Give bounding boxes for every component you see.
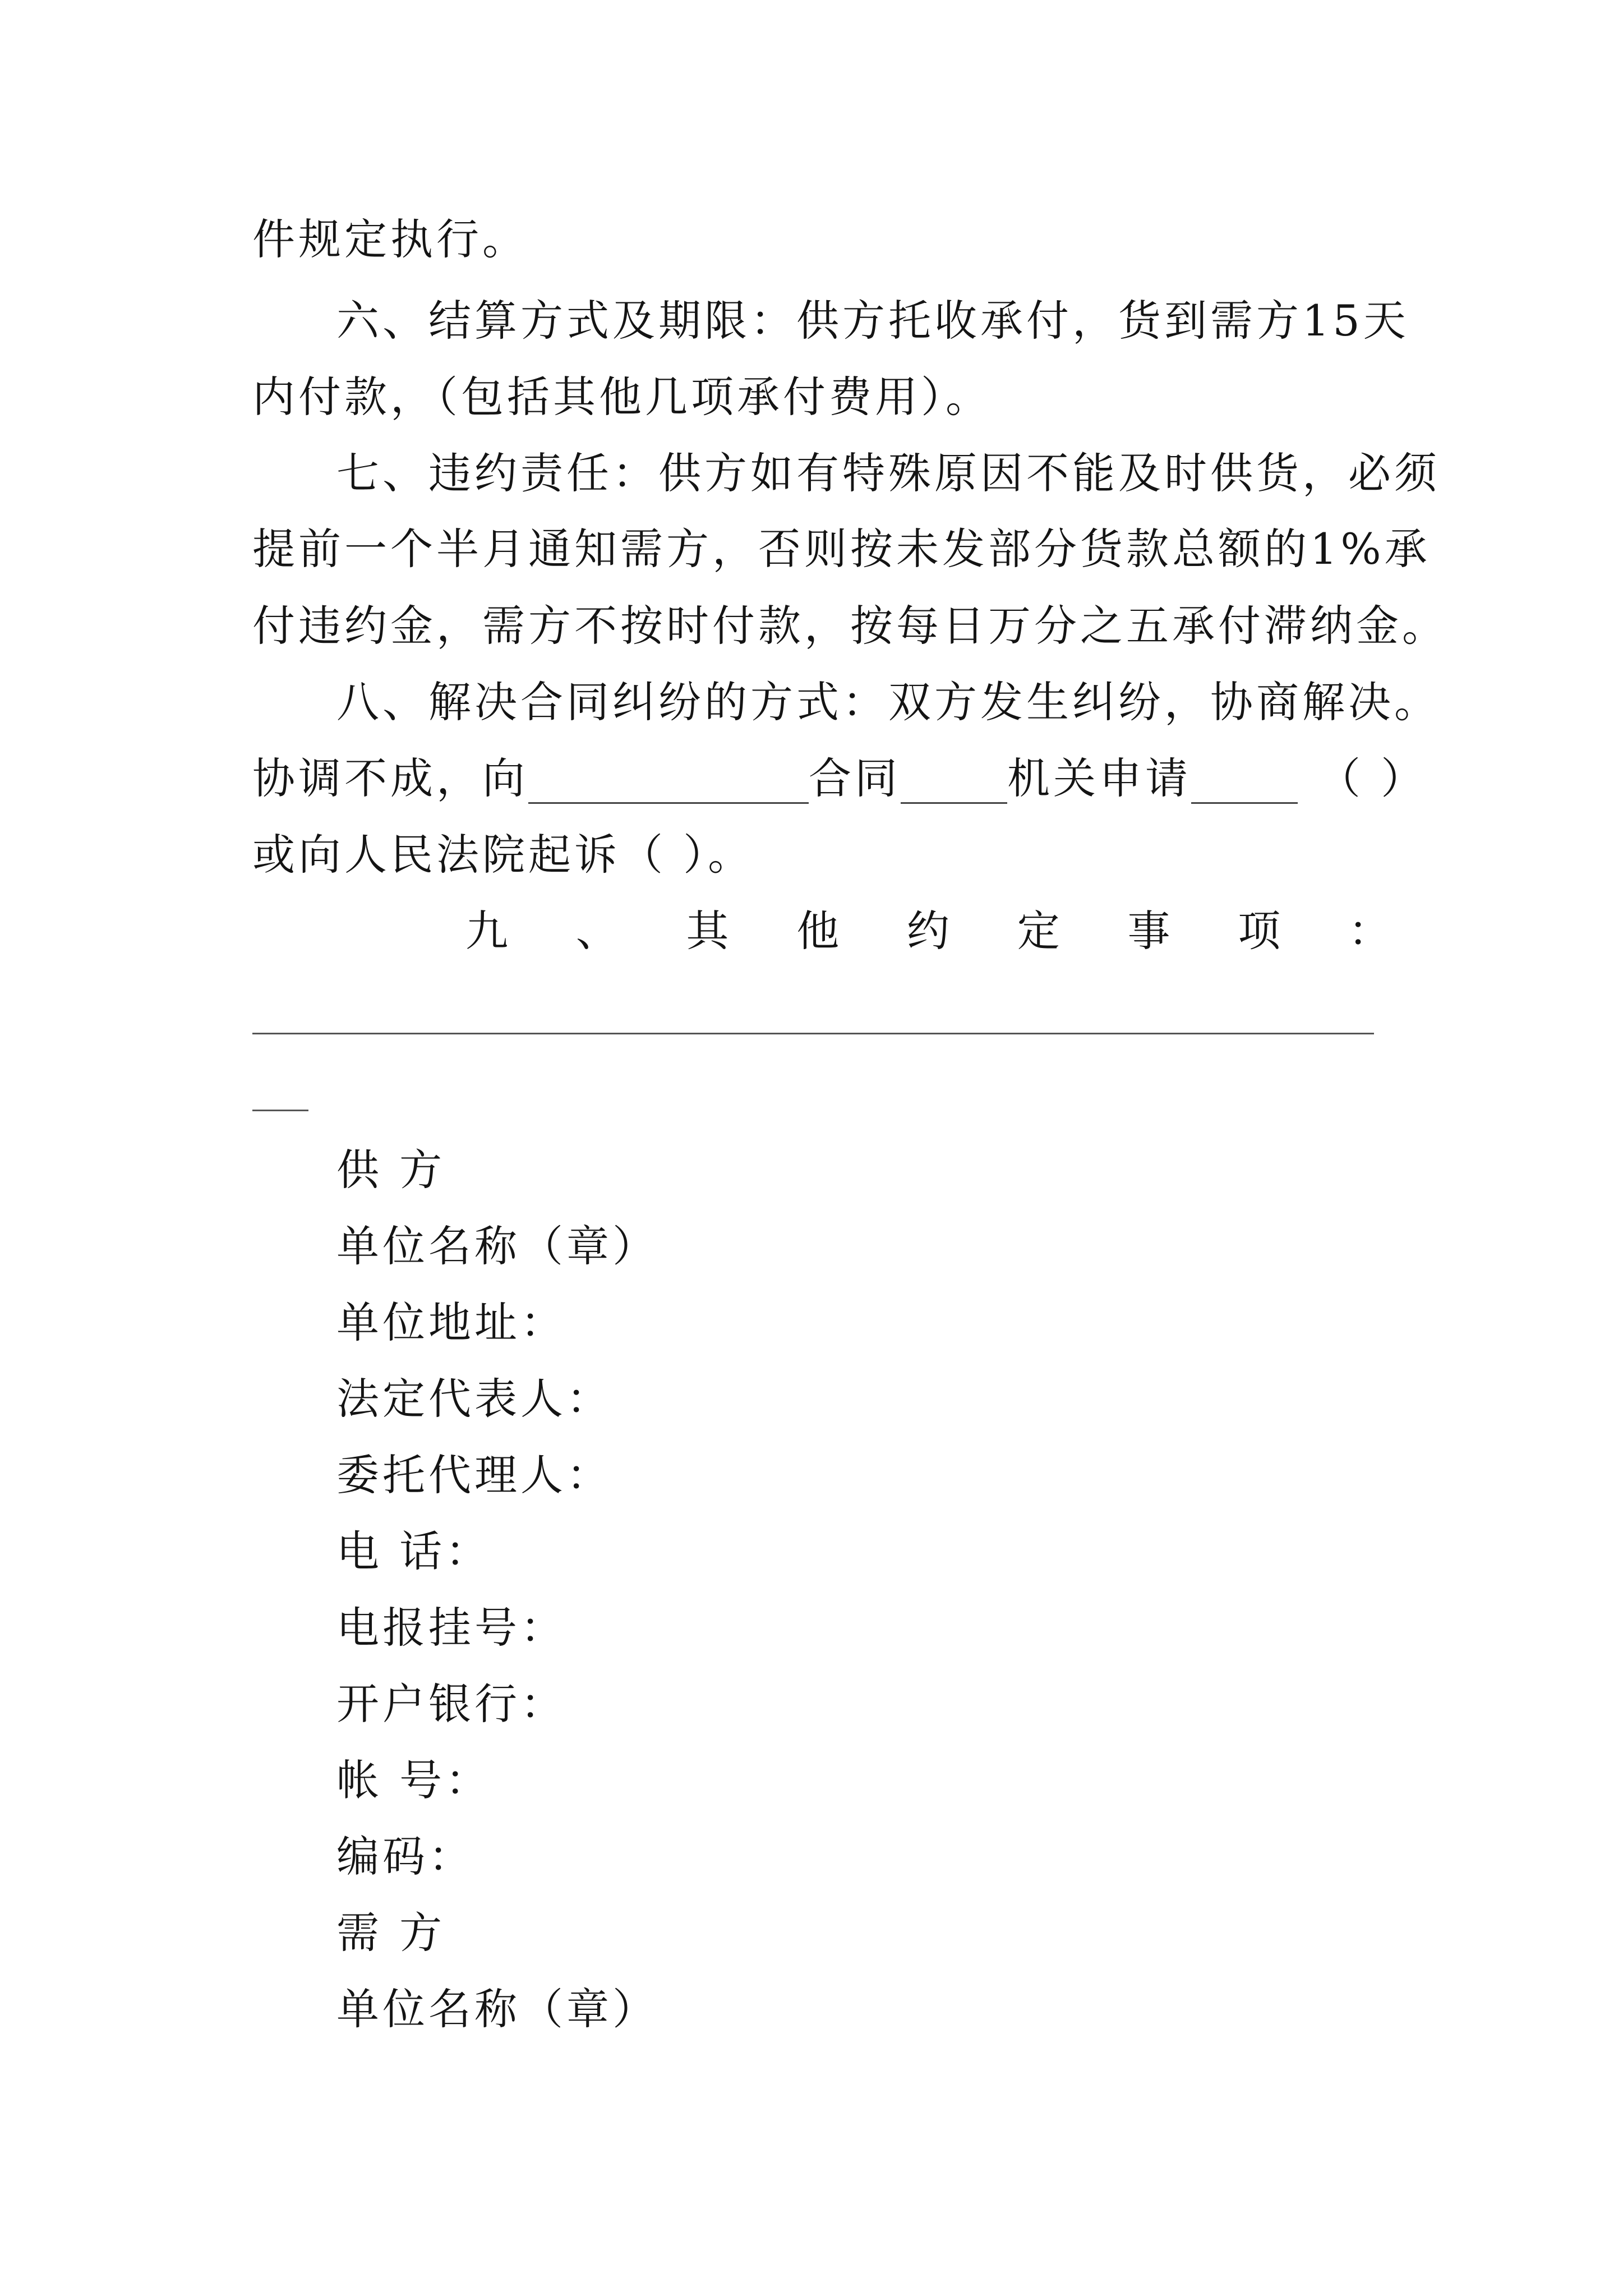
disputes-blank-line [252, 753, 1427, 804]
heading-char: 他 [796, 906, 840, 956]
heading-char: 项 [1238, 906, 1281, 956]
heading-char: 其 [686, 906, 729, 956]
blank-field-contract[interactable] [901, 763, 1007, 804]
paragraph-line-settlement: 六、结算方式及期限：供方托收承付，货到需方15天 [336, 296, 1409, 346]
paragraph-line: 提前一个半月通知需方，否则按未发部分货款总额的1%承 [252, 524, 1431, 574]
paragraph-line: 付违约金，需方不按时付款，按每日万分之五承付滞纳金。 [252, 601, 1448, 651]
supplier-phone: 电 话： [336, 1526, 492, 1576]
disputes-text-3: 机关申请 [1007, 753, 1191, 803]
blank-field-apply[interactable] [1191, 763, 1298, 804]
other-items-blank-rule[interactable] [252, 1033, 1374, 1034]
supplier-company-name: 单位名称（章） [336, 1221, 658, 1271]
buyer-company-name: 单位名称（章） [336, 1984, 658, 2034]
heading-char: 定 [1017, 906, 1060, 956]
paragraph-line: 件规定执行。 [252, 214, 528, 264]
supplier-address: 单位地址： [336, 1297, 566, 1347]
heading-char: 事 [1127, 906, 1170, 956]
buyer-heading: 需 方 [336, 1908, 446, 1958]
heading-char: 九 [465, 906, 508, 956]
other-items-heading [465, 906, 1391, 956]
supplier-legal-rep: 法定代表人： [336, 1374, 612, 1424]
disputes-text-4: （ ） [1318, 753, 1427, 803]
disputes-text-1: 协调不成，向 [252, 753, 528, 803]
paragraph-line: 内付款，（包括其他几项承付费用）。 [252, 372, 992, 422]
heading-char: ： [1348, 906, 1391, 956]
heading-char: 、 [575, 906, 619, 956]
paragraph-line-court: 或向人民法院起诉（ ）。 [252, 830, 754, 880]
supplier-account: 帐 号： [336, 1755, 492, 1805]
supplier-bank: 开户银行： [336, 1679, 566, 1729]
heading-char: 约 [907, 906, 949, 956]
paragraph-line-disputes: 八、解决合同纠纷的方式：双方发生纠纷，协商解决。 [336, 677, 1440, 727]
supplier-telegraph: 电报挂号： [336, 1603, 566, 1653]
supplier-agent: 委托代理人： [336, 1450, 612, 1500]
supplier-heading: 供 方 [336, 1145, 446, 1195]
supplier-code: 编码： [336, 1832, 474, 1881]
paragraph-line-breach: 七、违约责任：供方如有特殊原因不能及时供货，必须 [336, 448, 1440, 498]
disputes-text-2: 合同 [809, 753, 901, 803]
blank-field-body[interactable] [528, 763, 809, 804]
other-items-blank-rule-end[interactable] [252, 1110, 308, 1111]
